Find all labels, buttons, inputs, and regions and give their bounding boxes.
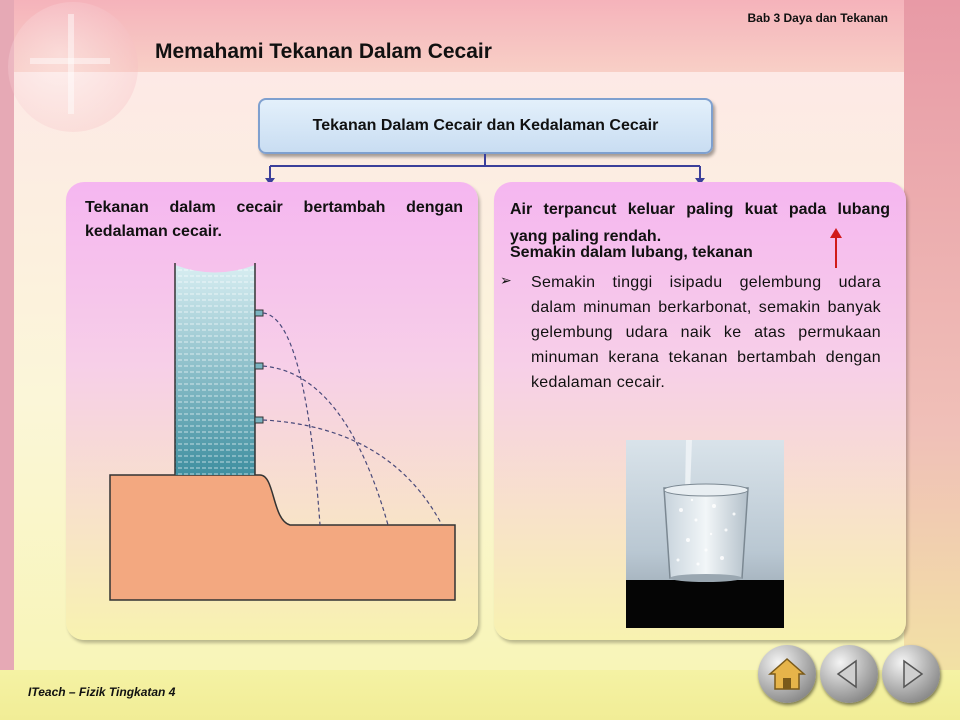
- spout-top: [255, 310, 263, 316]
- bullet-marker: ➢: [500, 272, 512, 288]
- water-tank-texture: [175, 265, 255, 475]
- up-arrow-icon: [828, 228, 844, 270]
- right-card-text: Air terpancut keluar paling kuat pada lubang yang paling rendah.: [510, 201, 890, 245]
- previous-icon: [820, 645, 878, 703]
- glass-rim: [664, 484, 748, 496]
- pressure-depth-statement: Semakin dalam lubang, tekanan: [510, 244, 753, 261]
- home-button[interactable]: [758, 645, 816, 703]
- photo-table: [626, 580, 784, 628]
- bullet-text: Semakin tinggi isipadu gelembung udara dalam minuman berkarbonat, semakin banyak gelembung udara naik ke atas permukaan minuman kerana tekanan bertambah dengan kedalaman cecair.: [531, 274, 881, 391]
- next-icon: [882, 645, 940, 703]
- chapter-label: Bab 3 Daya dan Tekanan: [747, 11, 888, 25]
- ground-block: [110, 475, 455, 600]
- water-jet-diagram: [100, 255, 470, 605]
- page-title: Memahami Tekanan Dalam Cecair: [155, 40, 492, 63]
- water-jet-middle: [263, 366, 388, 525]
- connector-arrows: [0, 0, 960, 200]
- water-jet-bottom: [263, 420, 442, 525]
- carbonated-drink-photo: [626, 440, 784, 628]
- left-card-text: Tekanan dalam cecair bertambah dengan kedalaman cecair.: [85, 199, 463, 240]
- next-button[interactable]: [882, 645, 940, 703]
- home-icon: [758, 645, 816, 703]
- footer-label: ITeach – Fizik Tingkatan 4: [28, 685, 176, 699]
- concept-label: Tekanan Dalam Cecair dan Kedalaman Cecair: [312, 117, 659, 134]
- glass-base: [670, 574, 742, 582]
- previous-button[interactable]: [820, 645, 878, 703]
- drinking-glass: [664, 488, 748, 578]
- spout-middle: [255, 363, 263, 369]
- spout-bottom: [255, 417, 263, 423]
